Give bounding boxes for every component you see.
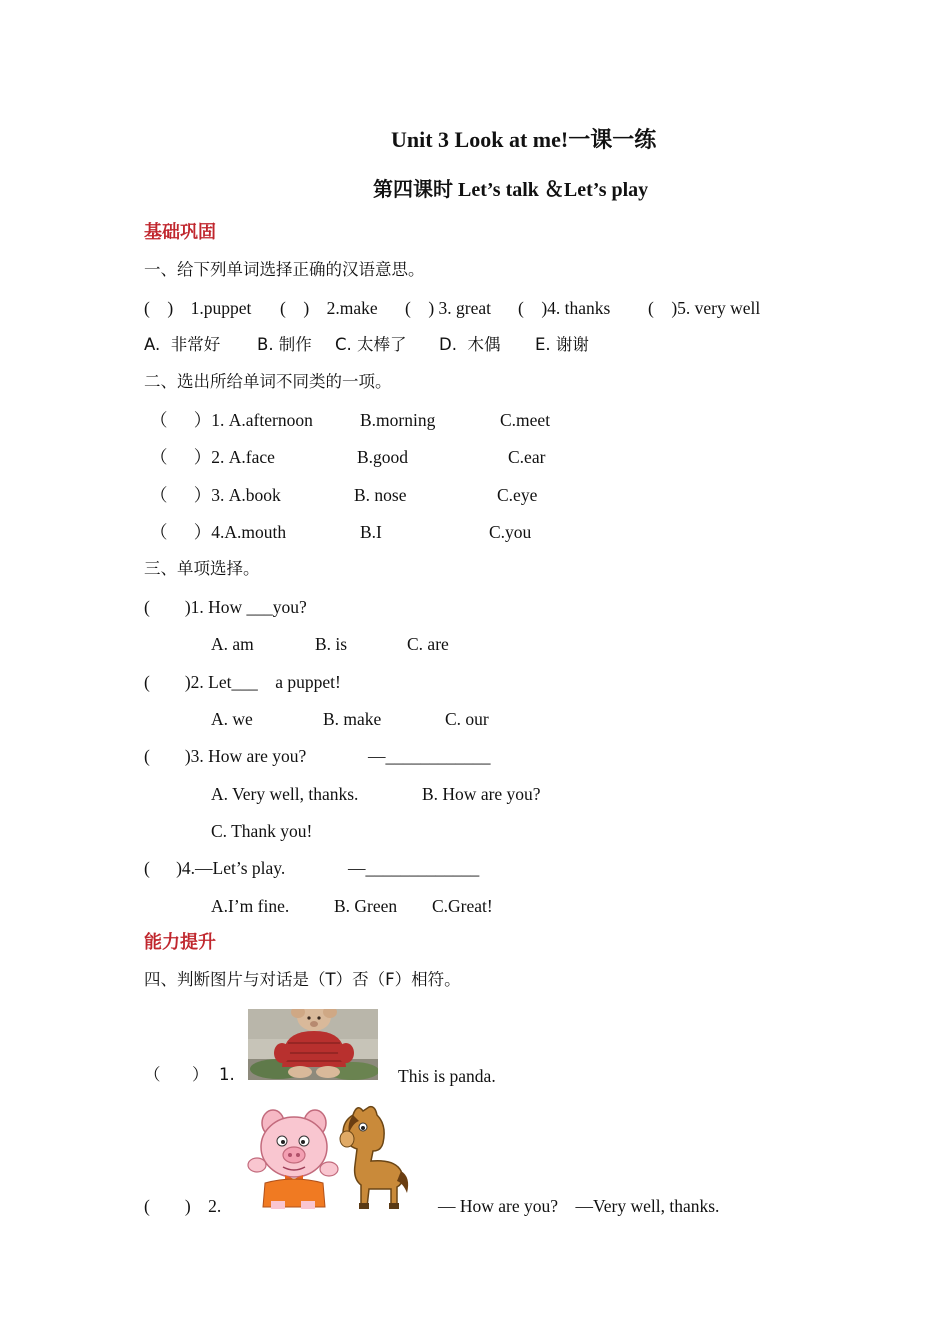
part3-q3-answer-blank: —____________ [368,746,491,766]
bear-puppet-picture [248,1009,378,1080]
part3-q4-option-c: C.Great! [432,896,493,916]
part1-option: A. 非常好 [144,335,221,354]
part3-q4-answer-blank: —_____________ [348,858,480,878]
part1-option: C. 太棒了 [335,335,407,354]
pig-and-horse-picture [235,1103,413,1211]
part4-q1-bracket: （ ） 1. [144,1065,235,1084]
part3-q2-stem: ( )2. Let___ a puppet! [144,672,341,692]
part2-option-c: C.meet [500,410,551,430]
part3-q1-option-b: B. is [315,634,348,654]
part2-option-b: B.I [360,522,382,542]
part3-q3-option-b: B. How are you? [422,784,541,804]
part2-question: （ ）4.A.mouth [150,522,287,542]
part1-item: ( )5. very well [648,298,761,318]
part1-item: ( ) 3. great [405,298,492,318]
part4-q2-bracket: ( ) 2. [144,1196,222,1216]
part3-q1-option-c: C. are [407,634,449,654]
page-subtitle: 第四课时 Let’s talk ＆Let’s play [373,179,649,201]
part3-q4-stem: ( )4.—Let’s play. [144,858,286,878]
part1-option: E. 谢谢 [535,335,589,354]
part3-q4-option-b: B. Green [334,896,398,916]
part2-option-b: B. nose [354,485,407,505]
part2-question: （ ）1. A.afternoon [150,410,313,430]
part2-heading: 二、选出所给单词不同类的一项。 [144,372,392,391]
part1-item: ( )4. thanks [518,298,611,318]
part4-q1-text: This is panda. [398,1066,496,1086]
part3-q1-option-a: A. am [211,634,254,654]
part3-q3-option-c: C. Thank you! [211,821,313,841]
part3-q4-option-a: A.I’m fine. [211,896,290,916]
part2-option-c: C.ear [508,447,546,467]
part1-item: ( ) 1.puppet [144,298,252,318]
part3-heading: 三、单项选择。 [144,559,260,578]
page-title: Unit 3 Look at me!一课一练 [391,127,657,152]
part4-q2-text: — How are you? —Very well, thanks. [438,1196,720,1216]
part2-option-c: C.eye [497,485,538,505]
part3-q2-option-c: C. our [445,709,489,729]
part1-option: D. 木偶 [439,335,501,354]
part1-heading: 一、给下列单词选择正确的汉语意思。 [144,260,425,279]
part4-heading: 四、判断图片与对话是（T）否（F）相符。 [144,970,461,989]
part2-question: （ ）2. A.face [150,447,275,467]
part2-question: （ ）3. A.book [150,485,281,505]
part1-option: B. 制作 [257,335,312,354]
part3-q3-stem: ( )3. How are you? [144,746,307,766]
part3-q2-option-b: B. make [323,709,382,729]
section-advanced-heading: 能力提升 [144,932,216,953]
part2-option-c: C.you [489,522,532,542]
part2-option-b: B.good [357,447,409,467]
part3-q2-option-a: A. we [211,709,253,729]
part3-q1-stem: ( )1. How ___you? [144,597,307,617]
part1-item: ( ) 2.make [280,298,378,318]
part2-option-b: B.morning [360,410,436,430]
section-basic-heading: 基础巩固 [144,222,216,243]
part3-q3-option-a: A. Very well, thanks. [211,784,359,804]
